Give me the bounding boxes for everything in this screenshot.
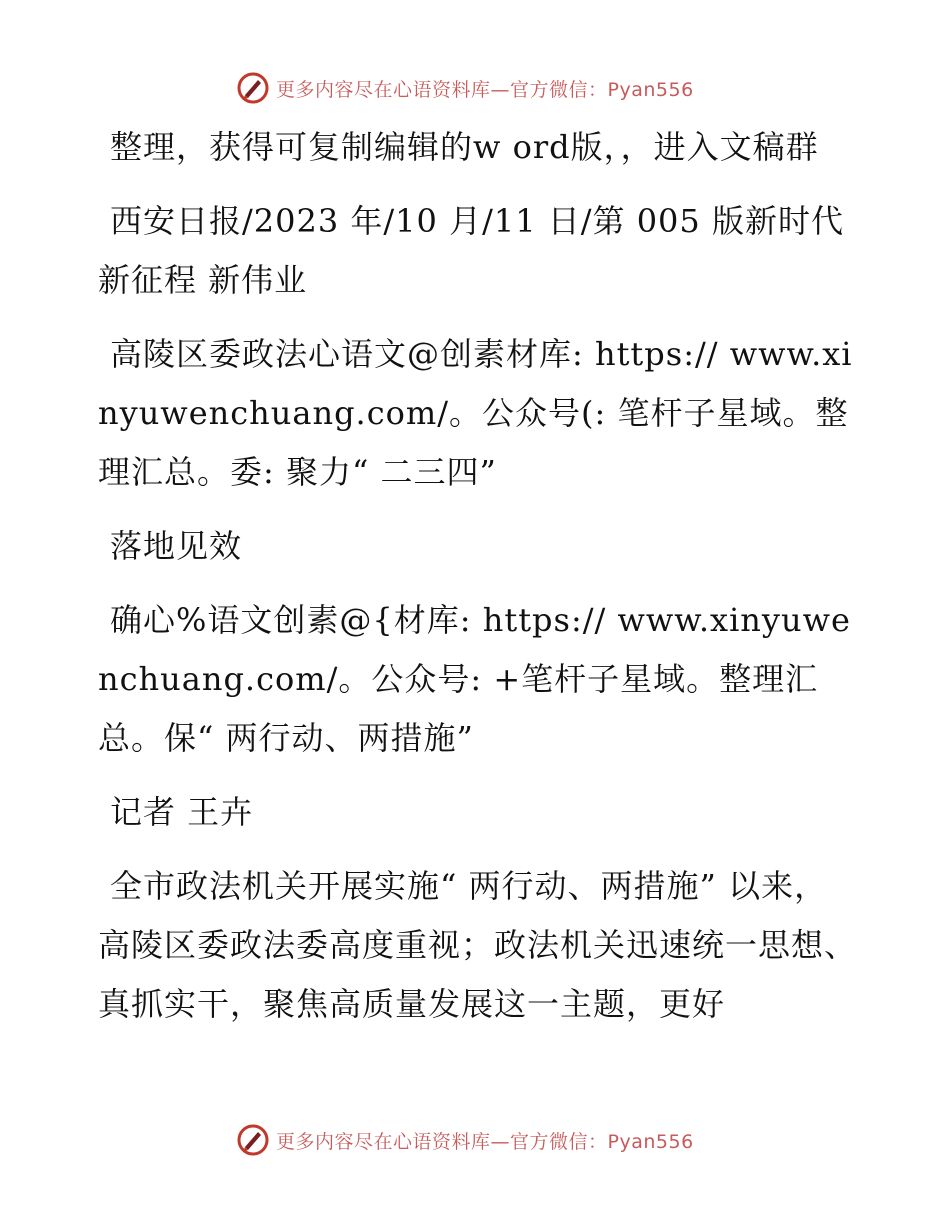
paragraph: 高陵区委政法心语文@创素材库: https:// www.xinyuwenchuang.com/。公众号(: 笔杆子星域。整理汇总。委: 聚力“ 二三四” (98, 335, 853, 491)
document-body (98, 118, 858, 1049)
paragraph: 全市政法机关开展实施“ 两行动、两措施” 以来，高陵区委政法委高度重视；政法机关迅速统一思想、真抓实干，聚焦高质量发展这一主题，更好 (98, 867, 858, 1023)
pen-logo-icon (236, 1123, 270, 1157)
paragraph: 整理，获得可复制编辑的w ord版，，进入文稿群 (110, 128, 819, 166)
watermark-header (236, 70, 694, 106)
pen-logo-icon (236, 71, 270, 105)
paragraph: 确心%语文创素@{材库: https:// www.xinyuwenchuang.com/。公众号: +笔杆子星域。整理汇总。保“ 两行动、两措施” (98, 601, 851, 757)
paragraph: 落地见效 (110, 527, 243, 565)
watermark-text: 更多内容尽在心语资料库—官方微信：Pyan556 (276, 1130, 694, 1153)
paragraph: 西安日报/2023 年/10 月/11 日/第 005 版新时代 新征程 新伟业 (98, 202, 844, 299)
watermark-footer (236, 1122, 694, 1158)
paragraph: 记者 王卉 (110, 793, 254, 831)
watermark-text: 更多内容尽在心语资料库—官方微信：Pyan556 (276, 78, 694, 101)
